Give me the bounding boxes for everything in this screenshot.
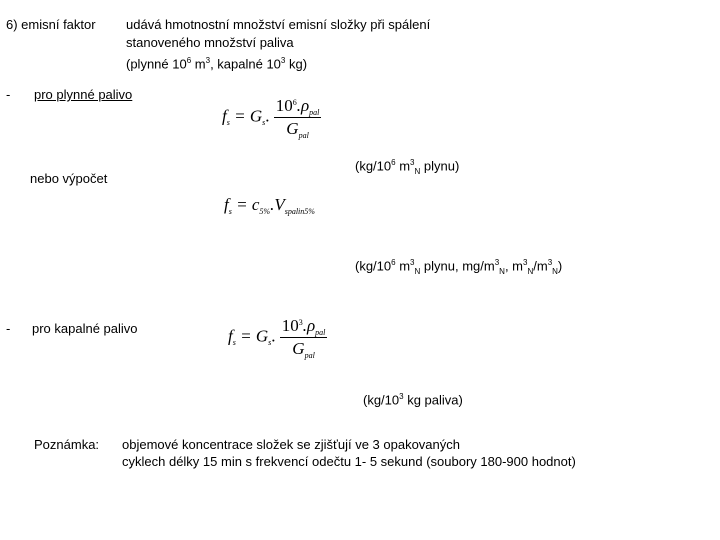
note-label: Poznámka: [34,437,100,452]
formula-gas-fraction: $f_s = G_s$. $\frac{10^6.\rho_{pal}}{G_{pal}}$ [222,96,320,140]
unit-gas: ($kg/10^6$ $m^3_N$ plynu) [355,158,460,176]
definition-line-1: udává hmotnostní množství emisní složky při spálení [126,17,431,32]
unit-liquid: ($kg/10^3$ kg paliva) [363,392,463,408]
definition-line-3: (plynné $10^6$ $m^3$, kapalné $10^3$ kg) [126,56,308,72]
alternative-label: nebo výpočet [30,171,108,186]
definition-term: 6) emisní faktor [6,17,96,32]
note-line-1: objemové koncentrace složek se zjišťují ve 3 opakovaných [122,437,460,452]
section-gas-heading: pro plynné palivo [34,87,133,102]
formula-liquid-fraction: $f_s = G_s$. $\frac{10^3.\rho_{pal}}{G_{pal}}$ [228,316,326,360]
note-line-2: cyklech délky 15 min s frekvencí odečtu 1- 5 sekund (soubory 180-900 hodnot) [122,454,576,469]
section-gas-dash: - [6,87,11,102]
section-liquid-heading: pro kapalné palivo [32,321,138,336]
unit-gas-calculation: ($kg/10^6$ $m^3_N$ plynu, $mg/m^3_N$, $m^3_N/m^3_N$) [355,258,563,276]
formula-gas-calculation: $f_s = c_{5\%}.V_{spalin5\%}$ [224,195,315,216]
section-liquid-dash: - [6,321,11,336]
definition-line-2: stanoveného množství paliva [126,35,294,50]
